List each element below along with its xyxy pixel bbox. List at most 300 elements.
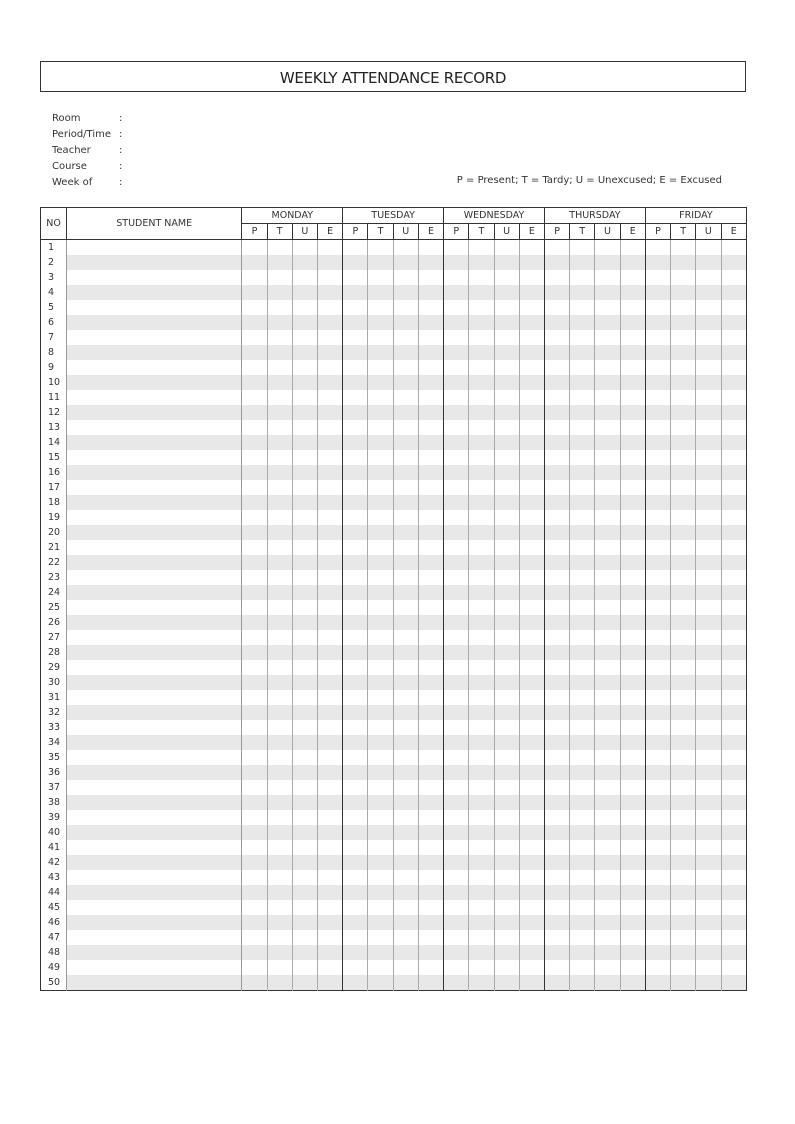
attendance-mark-cell[interactable] — [343, 855, 368, 870]
attendance-mark-cell[interactable] — [519, 390, 544, 405]
attendance-mark-cell[interactable] — [393, 360, 418, 375]
attendance-mark-cell[interactable] — [368, 360, 393, 375]
attendance-mark-cell[interactable] — [267, 765, 292, 780]
attendance-mark-cell[interactable] — [570, 825, 595, 840]
attendance-mark-cell[interactable] — [343, 360, 368, 375]
attendance-mark-cell[interactable] — [494, 375, 519, 390]
attendance-mark-cell[interactable] — [242, 570, 267, 585]
student-name-cell[interactable] — [67, 480, 242, 495]
attendance-mark-cell[interactable] — [343, 900, 368, 915]
attendance-mark-cell[interactable] — [343, 825, 368, 840]
attendance-mark-cell[interactable] — [242, 855, 267, 870]
attendance-mark-cell[interactable] — [242, 675, 267, 690]
attendance-mark-cell[interactable] — [393, 870, 418, 885]
attendance-mark-cell[interactable] — [671, 825, 696, 840]
attendance-mark-cell[interactable] — [645, 255, 670, 270]
attendance-mark-cell[interactable] — [519, 945, 544, 960]
attendance-mark-cell[interactable] — [645, 585, 670, 600]
attendance-mark-cell[interactable] — [444, 525, 469, 540]
attendance-mark-cell[interactable] — [418, 390, 443, 405]
attendance-mark-cell[interactable] — [494, 645, 519, 660]
student-name-cell[interactable] — [67, 300, 242, 315]
attendance-mark-cell[interactable] — [519, 900, 544, 915]
attendance-mark-cell[interactable] — [368, 960, 393, 975]
attendance-mark-cell[interactable] — [267, 945, 292, 960]
attendance-mark-cell[interactable] — [570, 405, 595, 420]
attendance-mark-cell[interactable] — [519, 330, 544, 345]
attendance-mark-cell[interactable] — [645, 900, 670, 915]
student-name-cell[interactable] — [67, 510, 242, 525]
attendance-mark-cell[interactable] — [519, 345, 544, 360]
attendance-mark-cell[interactable] — [444, 915, 469, 930]
attendance-mark-cell[interactable] — [317, 450, 342, 465]
attendance-mark-cell[interactable] — [696, 615, 721, 630]
attendance-mark-cell[interactable] — [469, 915, 494, 930]
attendance-mark-cell[interactable] — [696, 960, 721, 975]
attendance-mark-cell[interactable] — [292, 480, 317, 495]
attendance-mark-cell[interactable] — [671, 255, 696, 270]
attendance-mark-cell[interactable] — [595, 330, 620, 345]
attendance-mark-cell[interactable] — [595, 690, 620, 705]
attendance-mark-cell[interactable] — [519, 795, 544, 810]
attendance-mark-cell[interactable] — [469, 825, 494, 840]
attendance-mark-cell[interactable] — [292, 675, 317, 690]
attendance-mark-cell[interactable] — [620, 675, 645, 690]
attendance-mark-cell[interactable] — [519, 300, 544, 315]
attendance-mark-cell[interactable] — [620, 810, 645, 825]
attendance-mark-cell[interactable] — [620, 510, 645, 525]
attendance-mark-cell[interactable] — [620, 300, 645, 315]
attendance-mark-cell[interactable] — [519, 255, 544, 270]
attendance-mark-cell[interactable] — [418, 795, 443, 810]
attendance-mark-cell[interactable] — [444, 945, 469, 960]
attendance-mark-cell[interactable] — [570, 690, 595, 705]
attendance-mark-cell[interactable] — [645, 600, 670, 615]
attendance-mark-cell[interactable] — [696, 585, 721, 600]
attendance-mark-cell[interactable] — [418, 285, 443, 300]
attendance-mark-cell[interactable] — [267, 705, 292, 720]
attendance-mark-cell[interactable] — [469, 435, 494, 450]
attendance-mark-cell[interactable] — [570, 960, 595, 975]
attendance-mark-cell[interactable] — [292, 540, 317, 555]
attendance-mark-cell[interactable] — [595, 645, 620, 660]
attendance-mark-cell[interactable] — [317, 270, 342, 285]
attendance-mark-cell[interactable] — [242, 540, 267, 555]
attendance-mark-cell[interactable] — [317, 930, 342, 945]
attendance-mark-cell[interactable] — [343, 570, 368, 585]
attendance-mark-cell[interactable] — [393, 930, 418, 945]
attendance-mark-cell[interactable] — [343, 600, 368, 615]
student-name-cell[interactable] — [67, 360, 242, 375]
attendance-mark-cell[interactable] — [317, 750, 342, 765]
attendance-mark-cell[interactable] — [494, 420, 519, 435]
attendance-mark-cell[interactable] — [469, 480, 494, 495]
attendance-mark-cell[interactable] — [620, 240, 645, 256]
attendance-mark-cell[interactable] — [317, 435, 342, 450]
attendance-mark-cell[interactable] — [292, 435, 317, 450]
attendance-mark-cell[interactable] — [721, 930, 747, 945]
attendance-mark-cell[interactable] — [242, 765, 267, 780]
attendance-mark-cell[interactable] — [368, 825, 393, 840]
attendance-mark-cell[interactable] — [393, 675, 418, 690]
attendance-mark-cell[interactable] — [292, 360, 317, 375]
attendance-mark-cell[interactable] — [696, 420, 721, 435]
attendance-mark-cell[interactable] — [494, 975, 519, 991]
attendance-mark-cell[interactable] — [620, 975, 645, 991]
attendance-mark-cell[interactable] — [544, 810, 569, 825]
attendance-mark-cell[interactable] — [696, 300, 721, 315]
attendance-mark-cell[interactable] — [242, 375, 267, 390]
attendance-mark-cell[interactable] — [418, 765, 443, 780]
attendance-mark-cell[interactable] — [671, 960, 696, 975]
attendance-mark-cell[interactable] — [544, 870, 569, 885]
attendance-mark-cell[interactable] — [519, 285, 544, 300]
attendance-mark-cell[interactable] — [671, 615, 696, 630]
attendance-mark-cell[interactable] — [368, 795, 393, 810]
attendance-mark-cell[interactable] — [721, 510, 747, 525]
attendance-mark-cell[interactable] — [418, 660, 443, 675]
attendance-mark-cell[interactable] — [317, 945, 342, 960]
attendance-mark-cell[interactable] — [242, 525, 267, 540]
attendance-mark-cell[interactable] — [620, 435, 645, 450]
attendance-mark-cell[interactable] — [267, 300, 292, 315]
attendance-mark-cell[interactable] — [242, 405, 267, 420]
student-name-cell[interactable] — [67, 660, 242, 675]
attendance-mark-cell[interactable] — [343, 495, 368, 510]
student-name-cell[interactable] — [67, 330, 242, 345]
attendance-mark-cell[interactable] — [267, 930, 292, 945]
attendance-mark-cell[interactable] — [393, 555, 418, 570]
attendance-mark-cell[interactable] — [267, 960, 292, 975]
attendance-mark-cell[interactable] — [393, 525, 418, 540]
attendance-mark-cell[interactable] — [393, 420, 418, 435]
attendance-mark-cell[interactable] — [242, 615, 267, 630]
student-name-cell[interactable] — [67, 735, 242, 750]
attendance-mark-cell[interactable] — [570, 630, 595, 645]
attendance-mark-cell[interactable] — [721, 465, 747, 480]
attendance-mark-cell[interactable] — [645, 285, 670, 300]
attendance-mark-cell[interactable] — [645, 240, 670, 256]
attendance-mark-cell[interactable] — [292, 495, 317, 510]
attendance-mark-cell[interactable] — [696, 405, 721, 420]
attendance-mark-cell[interactable] — [393, 645, 418, 660]
attendance-mark-cell[interactable] — [570, 720, 595, 735]
attendance-mark-cell[interactable] — [292, 510, 317, 525]
attendance-mark-cell[interactable] — [292, 630, 317, 645]
attendance-mark-cell[interactable] — [519, 690, 544, 705]
attendance-mark-cell[interactable] — [418, 930, 443, 945]
attendance-mark-cell[interactable] — [317, 480, 342, 495]
attendance-mark-cell[interactable] — [721, 825, 747, 840]
attendance-mark-cell[interactable] — [393, 705, 418, 720]
student-name-cell[interactable] — [67, 390, 242, 405]
attendance-mark-cell[interactable] — [368, 510, 393, 525]
student-name-cell[interactable] — [67, 960, 242, 975]
attendance-mark-cell[interactable] — [242, 630, 267, 645]
attendance-mark-cell[interactable] — [368, 750, 393, 765]
attendance-mark-cell[interactable] — [645, 270, 670, 285]
attendance-mark-cell[interactable] — [343, 420, 368, 435]
attendance-mark-cell[interactable] — [721, 870, 747, 885]
attendance-mark-cell[interactable] — [444, 585, 469, 600]
attendance-mark-cell[interactable] — [544, 585, 569, 600]
attendance-mark-cell[interactable] — [469, 585, 494, 600]
attendance-mark-cell[interactable] — [393, 960, 418, 975]
attendance-mark-cell[interactable] — [469, 855, 494, 870]
attendance-mark-cell[interactable] — [620, 750, 645, 765]
attendance-mark-cell[interactable] — [519, 870, 544, 885]
attendance-mark-cell[interactable] — [519, 960, 544, 975]
attendance-mark-cell[interactable] — [292, 945, 317, 960]
attendance-mark-cell[interactable] — [570, 390, 595, 405]
attendance-mark-cell[interactable] — [494, 720, 519, 735]
attendance-mark-cell[interactable] — [267, 900, 292, 915]
attendance-mark-cell[interactable] — [469, 705, 494, 720]
attendance-mark-cell[interactable] — [292, 240, 317, 256]
attendance-mark-cell[interactable] — [267, 825, 292, 840]
attendance-mark-cell[interactable] — [317, 885, 342, 900]
attendance-mark-cell[interactable] — [696, 765, 721, 780]
attendance-mark-cell[interactable] — [620, 525, 645, 540]
attendance-mark-cell[interactable] — [343, 840, 368, 855]
attendance-mark-cell[interactable] — [418, 585, 443, 600]
attendance-mark-cell[interactable] — [393, 825, 418, 840]
attendance-mark-cell[interactable] — [469, 555, 494, 570]
attendance-mark-cell[interactable] — [494, 285, 519, 300]
attendance-mark-cell[interactable] — [267, 540, 292, 555]
attendance-mark-cell[interactable] — [292, 765, 317, 780]
attendance-mark-cell[interactable] — [267, 450, 292, 465]
attendance-mark-cell[interactable] — [595, 750, 620, 765]
attendance-mark-cell[interactable] — [393, 660, 418, 675]
attendance-mark-cell[interactable] — [645, 960, 670, 975]
attendance-mark-cell[interactable] — [317, 915, 342, 930]
attendance-mark-cell[interactable] — [671, 885, 696, 900]
attendance-mark-cell[interactable] — [242, 555, 267, 570]
attendance-mark-cell[interactable] — [317, 825, 342, 840]
attendance-mark-cell[interactable] — [544, 900, 569, 915]
attendance-mark-cell[interactable] — [267, 585, 292, 600]
attendance-mark-cell[interactable] — [595, 960, 620, 975]
attendance-mark-cell[interactable] — [595, 675, 620, 690]
attendance-mark-cell[interactable] — [721, 900, 747, 915]
attendance-mark-cell[interactable] — [343, 255, 368, 270]
student-name-cell[interactable] — [67, 345, 242, 360]
attendance-mark-cell[interactable] — [645, 570, 670, 585]
attendance-mark-cell[interactable] — [620, 495, 645, 510]
attendance-mark-cell[interactable] — [595, 240, 620, 256]
attendance-mark-cell[interactable] — [317, 570, 342, 585]
attendance-mark-cell[interactable] — [494, 240, 519, 256]
attendance-mark-cell[interactable] — [242, 495, 267, 510]
attendance-mark-cell[interactable] — [317, 900, 342, 915]
attendance-mark-cell[interactable] — [368, 240, 393, 256]
attendance-mark-cell[interactable] — [343, 555, 368, 570]
attendance-mark-cell[interactable] — [570, 510, 595, 525]
student-name-cell[interactable] — [67, 240, 242, 256]
attendance-mark-cell[interactable] — [267, 630, 292, 645]
attendance-mark-cell[interactable] — [267, 285, 292, 300]
attendance-mark-cell[interactable] — [368, 720, 393, 735]
attendance-mark-cell[interactable] — [444, 570, 469, 585]
attendance-mark-cell[interactable] — [469, 495, 494, 510]
attendance-mark-cell[interactable] — [570, 855, 595, 870]
attendance-mark-cell[interactable] — [544, 465, 569, 480]
attendance-mark-cell[interactable] — [267, 600, 292, 615]
attendance-mark-cell[interactable] — [317, 810, 342, 825]
attendance-mark-cell[interactable] — [469, 315, 494, 330]
attendance-mark-cell[interactable] — [544, 330, 569, 345]
attendance-mark-cell[interactable] — [317, 780, 342, 795]
attendance-mark-cell[interactable] — [696, 540, 721, 555]
attendance-mark-cell[interactable] — [444, 705, 469, 720]
attendance-mark-cell[interactable] — [645, 405, 670, 420]
attendance-mark-cell[interactable] — [292, 825, 317, 840]
attendance-mark-cell[interactable] — [368, 690, 393, 705]
attendance-mark-cell[interactable] — [242, 945, 267, 960]
attendance-mark-cell[interactable] — [292, 960, 317, 975]
attendance-mark-cell[interactable] — [721, 885, 747, 900]
attendance-mark-cell[interactable] — [721, 315, 747, 330]
attendance-mark-cell[interactable] — [570, 885, 595, 900]
attendance-mark-cell[interactable] — [671, 795, 696, 810]
attendance-mark-cell[interactable] — [267, 675, 292, 690]
attendance-mark-cell[interactable] — [242, 600, 267, 615]
student-name-cell[interactable] — [67, 945, 242, 960]
attendance-mark-cell[interactable] — [671, 600, 696, 615]
attendance-mark-cell[interactable] — [595, 465, 620, 480]
attendance-mark-cell[interactable] — [494, 750, 519, 765]
attendance-mark-cell[interactable] — [267, 405, 292, 420]
attendance-mark-cell[interactable] — [317, 690, 342, 705]
attendance-mark-cell[interactable] — [393, 840, 418, 855]
attendance-mark-cell[interactable] — [418, 315, 443, 330]
attendance-mark-cell[interactable] — [570, 540, 595, 555]
attendance-mark-cell[interactable] — [595, 480, 620, 495]
attendance-mark-cell[interactable] — [570, 975, 595, 991]
attendance-mark-cell[interactable] — [267, 495, 292, 510]
attendance-mark-cell[interactable] — [444, 345, 469, 360]
attendance-mark-cell[interactable] — [494, 885, 519, 900]
attendance-mark-cell[interactable] — [645, 675, 670, 690]
attendance-mark-cell[interactable] — [393, 270, 418, 285]
attendance-mark-cell[interactable] — [418, 450, 443, 465]
attendance-mark-cell[interactable] — [317, 465, 342, 480]
attendance-mark-cell[interactable] — [242, 825, 267, 840]
attendance-mark-cell[interactable] — [494, 330, 519, 345]
attendance-mark-cell[interactable] — [595, 945, 620, 960]
attendance-mark-cell[interactable] — [494, 660, 519, 675]
attendance-mark-cell[interactable] — [444, 375, 469, 390]
attendance-mark-cell[interactable] — [444, 615, 469, 630]
attendance-mark-cell[interactable] — [595, 450, 620, 465]
attendance-mark-cell[interactable] — [242, 930, 267, 945]
student-name-cell[interactable] — [67, 870, 242, 885]
attendance-mark-cell[interactable] — [595, 810, 620, 825]
attendance-mark-cell[interactable] — [696, 660, 721, 675]
attendance-mark-cell[interactable] — [343, 735, 368, 750]
attendance-mark-cell[interactable] — [469, 450, 494, 465]
attendance-mark-cell[interactable] — [494, 630, 519, 645]
attendance-mark-cell[interactable] — [343, 705, 368, 720]
attendance-mark-cell[interactable] — [343, 315, 368, 330]
attendance-mark-cell[interactable] — [671, 420, 696, 435]
student-name-cell[interactable] — [67, 885, 242, 900]
attendance-mark-cell[interactable] — [469, 360, 494, 375]
attendance-mark-cell[interactable] — [645, 360, 670, 375]
student-name-cell[interactable] — [67, 420, 242, 435]
attendance-mark-cell[interactable] — [696, 465, 721, 480]
attendance-mark-cell[interactable] — [292, 750, 317, 765]
attendance-mark-cell[interactable] — [721, 375, 747, 390]
student-name-cell[interactable] — [67, 405, 242, 420]
attendance-mark-cell[interactable] — [645, 930, 670, 945]
attendance-mark-cell[interactable] — [671, 900, 696, 915]
attendance-mark-cell[interactable] — [620, 255, 645, 270]
attendance-mark-cell[interactable] — [696, 795, 721, 810]
attendance-mark-cell[interactable] — [267, 525, 292, 540]
attendance-mark-cell[interactable] — [671, 930, 696, 945]
attendance-mark-cell[interactable] — [620, 330, 645, 345]
attendance-mark-cell[interactable] — [418, 480, 443, 495]
attendance-mark-cell[interactable] — [418, 945, 443, 960]
attendance-mark-cell[interactable] — [469, 930, 494, 945]
attendance-mark-cell[interactable] — [368, 405, 393, 420]
attendance-mark-cell[interactable] — [671, 330, 696, 345]
attendance-mark-cell[interactable] — [343, 510, 368, 525]
attendance-mark-cell[interactable] — [292, 345, 317, 360]
attendance-mark-cell[interactable] — [721, 345, 747, 360]
attendance-mark-cell[interactable] — [544, 555, 569, 570]
attendance-mark-cell[interactable] — [519, 840, 544, 855]
attendance-mark-cell[interactable] — [671, 780, 696, 795]
attendance-mark-cell[interactable] — [242, 585, 267, 600]
attendance-mark-cell[interactable] — [519, 615, 544, 630]
attendance-mark-cell[interactable] — [393, 780, 418, 795]
attendance-mark-cell[interactable] — [368, 885, 393, 900]
attendance-mark-cell[interactable] — [418, 810, 443, 825]
attendance-mark-cell[interactable] — [267, 870, 292, 885]
attendance-mark-cell[interactable] — [519, 855, 544, 870]
attendance-mark-cell[interactable] — [393, 450, 418, 465]
attendance-mark-cell[interactable] — [570, 750, 595, 765]
attendance-mark-cell[interactable] — [418, 420, 443, 435]
attendance-mark-cell[interactable] — [519, 810, 544, 825]
attendance-mark-cell[interactable] — [267, 750, 292, 765]
attendance-mark-cell[interactable] — [368, 930, 393, 945]
attendance-mark-cell[interactable] — [696, 270, 721, 285]
attendance-mark-cell[interactable] — [368, 285, 393, 300]
attendance-mark-cell[interactable] — [393, 885, 418, 900]
attendance-mark-cell[interactable] — [418, 375, 443, 390]
attendance-mark-cell[interactable] — [469, 630, 494, 645]
attendance-mark-cell[interactable] — [418, 435, 443, 450]
attendance-mark-cell[interactable] — [292, 855, 317, 870]
attendance-mark-cell[interactable] — [368, 585, 393, 600]
attendance-mark-cell[interactable] — [494, 690, 519, 705]
attendance-mark-cell[interactable] — [519, 555, 544, 570]
attendance-mark-cell[interactable] — [242, 390, 267, 405]
attendance-mark-cell[interactable] — [418, 510, 443, 525]
attendance-mark-cell[interactable] — [671, 435, 696, 450]
attendance-mark-cell[interactable] — [267, 855, 292, 870]
attendance-mark-cell[interactable] — [469, 270, 494, 285]
attendance-mark-cell[interactable] — [242, 960, 267, 975]
attendance-mark-cell[interactable] — [292, 285, 317, 300]
attendance-mark-cell[interactable] — [444, 825, 469, 840]
attendance-mark-cell[interactable] — [671, 870, 696, 885]
attendance-mark-cell[interactable] — [444, 450, 469, 465]
